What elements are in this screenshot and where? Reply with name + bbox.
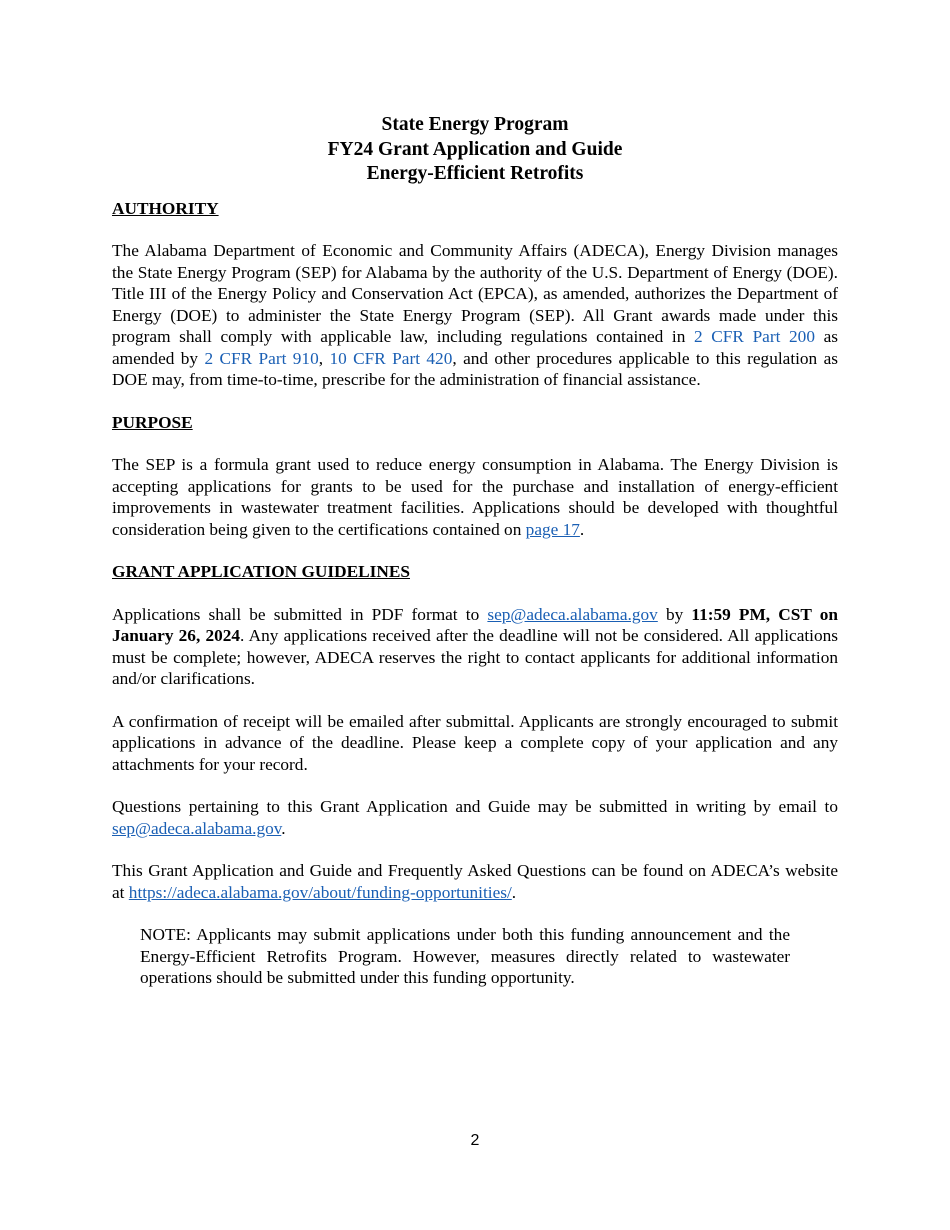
purpose-paragraph: The SEP is a formula grant used to reduce energy consumption in Alabama. The Energy Division is accepting applications for grants to be used for the purchase and installation of energy-efficient improvements in wastewater treatment facilities. Applications should be developed with thoughtful consideration being given to the certifications contained on page 17. (112, 455, 838, 539)
page-17-link[interactable]: page 17 (525, 519, 580, 539)
title-line-2: FY24 Grant Application and Guide (327, 138, 623, 160)
questions-email-link[interactable]: sep@adeca.alabama.gov (112, 818, 282, 838)
email-link[interactable]: sep@adeca.alabama.gov (487, 604, 658, 624)
link-2-cfr-part-200[interactable]: 2 CFR Part 200 (693, 327, 815, 346)
document-title (112, 113, 838, 187)
title-line-3: Energy-Efficient Retrofits (366, 163, 584, 184)
title-line-1: State Energy Program (381, 114, 569, 135)
submission-paragraph: Applications shall be submitted in PDF format to sep@adeca.alabama.gov by 11:59 PM, CST on January 26, 2024. Any applications received after the deadline will not be considered. All applications must be complete; however, ADECA reserves the right to contact applicants for additional information and/or clarifications. (112, 604, 839, 688)
note-paragraph: NOTE: Applicants may submit applications under both this funding announcement and the Energy-Efficient Retrofits Program. However, measures directly related to wastewater operations should be submitted under this funding opportunity. (140, 925, 790, 987)
deadline-text: 11:59 PM, CST on January 26, 2024 (112, 604, 839, 645)
website-paragraph: This Grant Application and Guide and Frequently Asked Questions can be found on ADECA’s website at https://adeca.alabama.gov/about/funding-opportunities/. (112, 861, 838, 902)
guidelines-heading: GRANT APPLICATION GUIDELINES (112, 562, 410, 581)
authority-heading: AUTHORITY (112, 198, 219, 218)
link-10-cfr-part-420[interactable]: 10 CFR Part 420 (329, 348, 453, 368)
confirmation-paragraph: A confirmation of receipt will be emailed after submittal. Applicants are strongly encouraged to submit applications in advance of the deadline. Please keep a complete copy of your application and any attachments for your record. (112, 711, 838, 774)
document-page (112, 113, 838, 989)
purpose-heading: PURPOSE (112, 412, 193, 432)
questions-paragraph: Questions pertaining to this Grant Application and Guide may be submitted in writing by email to sep@adeca.alabama.gov. (112, 797, 838, 838)
authority-paragraph: The Alabama Department of Economic and Community Affairs (ADECA), Energy Division manages the State Energy Program (SEP) for Alabama by the authority of the U.S. Department of Energy (DOE). Title III of the Energy Policy and Conservation Act (EPCA), as amended, authorizes the Department of Energy (DOE) to administer the State Energy Program (SEP). All Grant awards made under this program shall comply with applicable law, including regulations contained in 2 CFR Part 200 as amended by 2 CFR Part 910, 10 CFR Part 420, and other procedures applicable to this regulation as DOE may, from time-to-time, prescribe for the administration of financial assistance. (112, 241, 839, 389)
page-number: 2 (470, 1132, 480, 1149)
funding-opportunities-link[interactable]: https://adeca.alabama.gov/about/funding-opportunities/ (128, 882, 512, 902)
link-2-cfr-part-910[interactable]: 2 CFR Part 910 (204, 348, 319, 368)
